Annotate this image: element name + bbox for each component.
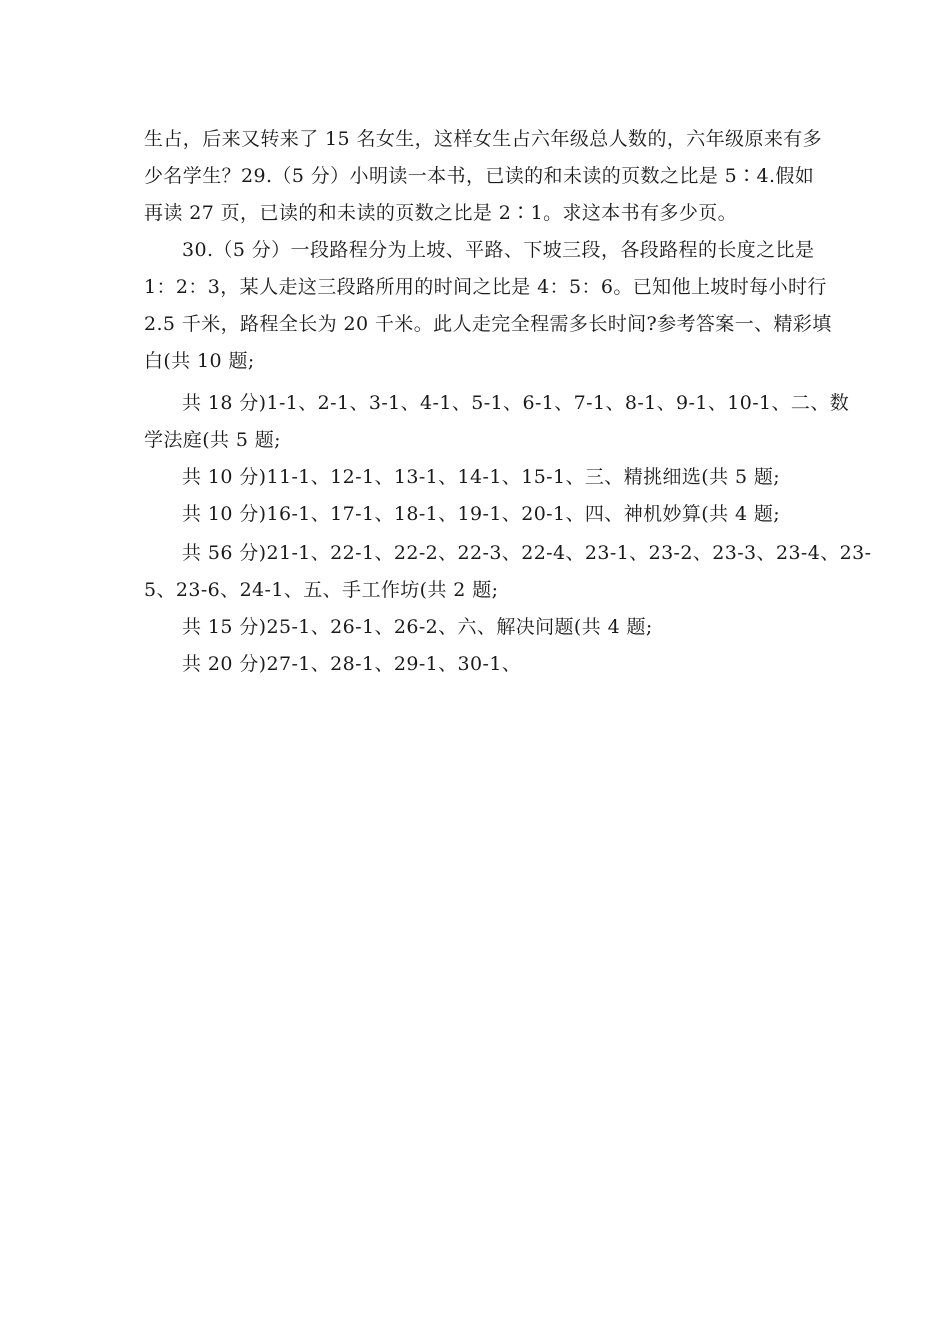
text-line: 共 20 分)27-1、28-1、29-1、30-1、: [182, 653, 522, 675]
text-line: 共 18 分)1-1、2-1、3-1、4-1、5-1、6-1、7-1、8-1、9-1、10-1、二、数: [182, 392, 850, 414]
text-line: 5、23-6、24-1、五、手工作坊(共 2 题;: [144, 579, 499, 601]
text-line: 1：2：3，某人走这三段路所用的时间之比是 4：5：6。已知他上坡时每小时行: [144, 276, 827, 298]
text-line: 30.（5 分）一段路程分为上坡、平路、下坡三段，各段路程的长度之比是: [182, 239, 815, 261]
text-line: 共 56 分)21-1、22-1、22-2、22-3、22-4、23-1、23-2、23-3、23-4、23-: [182, 542, 872, 564]
text-line: 白(共 10 题;: [144, 350, 255, 372]
text-line: 共 10 分)11-1、12-1、13-1、14-1、15-1、三、精挑细选(共 5 题;: [182, 466, 781, 488]
text-line: 再读 27 页，已读的和未读的页数之比是 2∶1。求这本书有多少页。: [144, 202, 738, 224]
text-line: 2.5 千米，路程全长为 20 千米。此人走完全程需多长时间?参考答案一、精彩填: [144, 313, 832, 335]
text-line: 少名学生？29.（5 分）小明读一本书，已读的和未读的页数之比是 5∶4.假如: [144, 165, 815, 187]
text-line: 学法庭(共 5 题;: [144, 429, 281, 451]
text-line: 共 10 分)16-1、17-1、18-1、19-1、20-1、四、神机妙算(共 4 题;: [182, 503, 781, 525]
text-line: 共 15 分)25-1、26-1、26-2、六、解决问题(共 4 题;: [182, 616, 653, 638]
text-line: 生占，后来又转来了 15 名女生，这样女生占六年级总人数的，六年级原来有多: [144, 128, 823, 150]
